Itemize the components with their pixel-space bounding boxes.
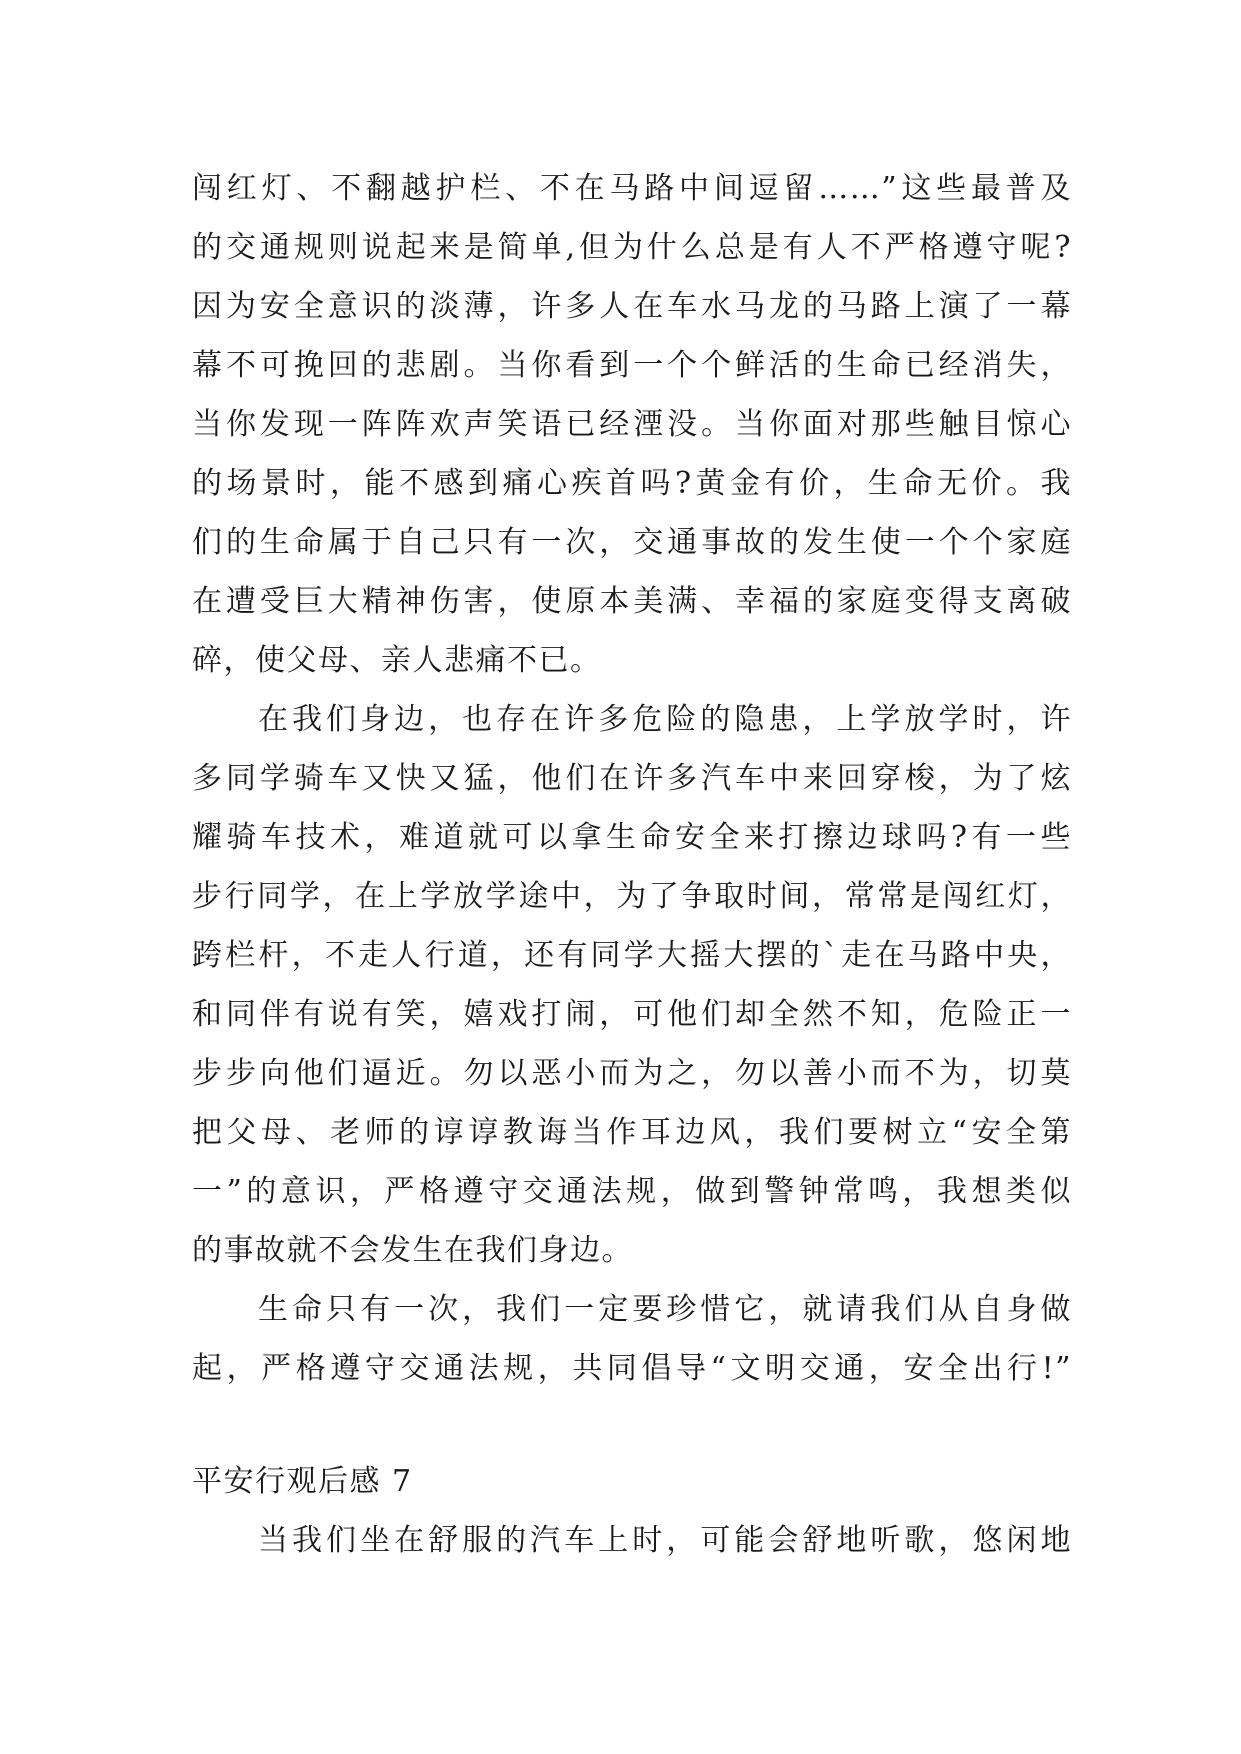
- paragraph-line: 幕不可挽回的悲剧。当你看到一个个鲜活的生命已经消失，: [192, 348, 1072, 383]
- paragraph-line: 的场景时，能不感到痛心疾首吗?黄金有价，生命无价。我: [192, 466, 1072, 501]
- paragraph-line: 当你发现一阵阵欢声笑语已经湮没。当你面对那些触目惊心: [192, 407, 1072, 442]
- paragraph-line: 们的生命属于自己只有一次，交通事故的发生使一个个家庭: [192, 525, 1072, 560]
- paragraph-line: 一”的意识，严格遵守交通法规，做到警钟常鸣，我想类似: [192, 1174, 1072, 1209]
- paragraph-line: 生命只有一次，我们一定要珍惜它，就请我们从自身做: [258, 1292, 1072, 1327]
- paragraph-line: 多同学骑车又快又猛，他们在许多汽车中来回穿梭，为了炫: [192, 761, 1072, 796]
- paragraph-4: [192, 1511, 1072, 1570]
- paragraph-line: 跨栏杆，不走人行道，还有同学大摇大摆的`走在马路中央，: [192, 938, 1072, 973]
- paragraph-line: 起，严格遵守交通法规，共同倡导“文明交通，安全出行!”: [192, 1351, 1072, 1386]
- paragraph-3: [192, 1280, 1072, 1398]
- paragraph-line: 当我们坐在舒服的汽车上时，可能会舒地听歌，悠闲地: [258, 1523, 1072, 1558]
- paragraph-line: 和同伴有说有笑，嬉戏打闹，可他们却全然不知，危险正一: [192, 997, 1072, 1032]
- paragraph-line: 碎，使父母、亲人悲痛不已。: [192, 643, 602, 678]
- paragraph-line: 把父母、老师的谆谆教诲当作耳边风，我们要树立“安全第: [192, 1115, 1072, 1150]
- paragraph-line: 因为安全意识的淡薄，许多人在车水马龙的马路上演了一幕: [192, 289, 1072, 324]
- paragraph-line: 的事故就不会发生在我们身边。: [192, 1233, 633, 1268]
- paragraph-line: 在遭受巨大精神伤害，使原本美满、幸福的家庭变得支离破: [192, 584, 1072, 619]
- paragraph-2: [192, 690, 1072, 1280]
- paragraph-line: 在我们身边，也存在许多危险的隐患，上学放学时，许: [258, 702, 1072, 737]
- paragraph-1: [192, 159, 1072, 690]
- section-heading: 平安行观后感 7: [192, 1464, 413, 1499]
- paragraph-line: 步步向他们逼近。勿以恶小而为之，勿以善小而不为，切莫: [192, 1056, 1072, 1091]
- paragraph-line: 的交通规则说起来是简单,但为什么总是有人不严格遵守呢?: [192, 230, 1072, 265]
- paragraph-line: 闯红灯、不翻越护栏、不在马路中间逗留……”这些最普及: [192, 171, 1072, 206]
- paragraph-line: 耀骑车技术，难道就可以拿生命安全来打擦边球吗?有一些: [192, 820, 1072, 855]
- paragraph-line: 步行同学，在上学放学途中，为了争取时间，常常是闯红灯，: [192, 879, 1072, 914]
